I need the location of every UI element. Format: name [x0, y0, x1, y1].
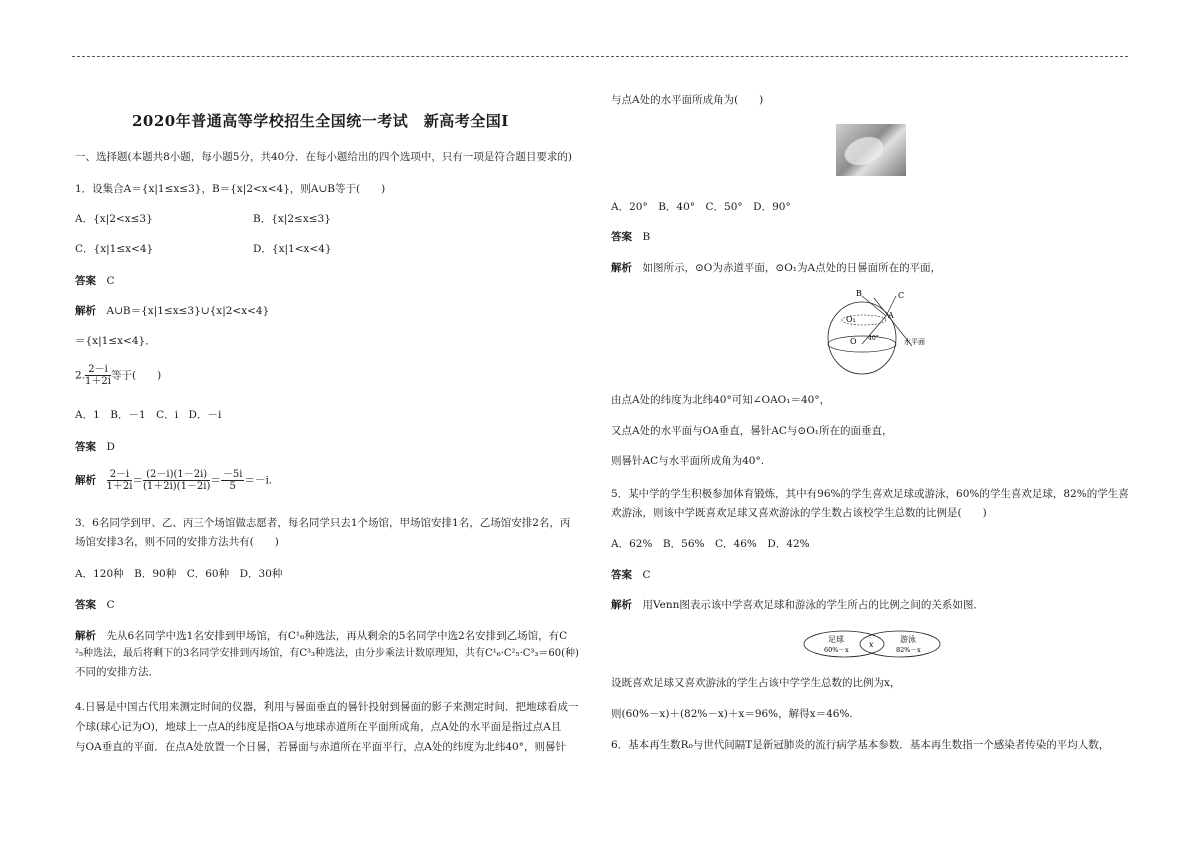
q3-analysis — [75, 629, 567, 643]
header-rule — [72, 56, 1128, 57]
answer-label: 答案 — [75, 441, 96, 453]
q5-analysis-line2: 设既喜欢足球又喜欢游泳的学生占该中学学生总数的比例为x， — [611, 677, 901, 689]
q2-analysis-frac1 — [107, 469, 133, 492]
analysis-label: 解析 — [611, 262, 632, 274]
q1-option-c: C．{x|1≤x<4} — [75, 243, 154, 255]
frac3-denominator: 5 — [229, 481, 236, 492]
frac1-denominator: 1＋2i — [106, 481, 133, 492]
q2-options: A．1 B．－1 C．i D．－i — [75, 409, 222, 421]
q4-analysis — [611, 261, 941, 275]
gnomon-line — [862, 296, 886, 316]
q5-stem-line1: 5．某中学的学生积极参加体育锻炼，其中有96%的学生喜欢足球或游泳，60%的学生喜欢足球，82%的学生喜 — [611, 488, 1129, 500]
answer-label: 答案 — [75, 275, 96, 287]
q4-analysis-line1: 如图所示，⊙O为赤道平面，⊙O₁为A点处的日晷面所在的平面， — [642, 262, 942, 274]
q3-answer-value: C — [106, 599, 115, 611]
q3-options: A．120种 B．90种 C．60种 D．30种 — [75, 568, 283, 580]
venn-diagram — [802, 628, 942, 660]
q1-answer-value: C — [106, 275, 115, 287]
analysis-label: 解析 — [75, 305, 96, 317]
q5-stem-line2: 欢游泳，则该中学既喜欢足球又喜欢游泳的学生数占该校学生总数的比例是( ) — [611, 507, 987, 519]
q2-fraction-denominator: 1＋2i — [85, 376, 111, 387]
venn-left-value: 60%－x — [824, 646, 849, 654]
label-a: A — [888, 311, 894, 320]
analysis-label: 解析 — [75, 630, 96, 642]
analysis-label: 解析 — [611, 599, 632, 611]
page-title: 2020年普通高等学校招生全国统一考试 新高考全国Ⅰ — [132, 112, 509, 130]
q2-answer — [75, 440, 115, 454]
label-o1: O₁ — [846, 315, 856, 324]
q2-fraction — [85, 364, 111, 387]
q4-analysis-line3: 又点A处的水平面与OA垂直，晷针AC与⊙O₁所在的面垂直， — [611, 425, 893, 437]
q2-answer-value: D — [106, 441, 115, 453]
q2-analysis-frac2 — [143, 469, 210, 492]
equals-sign: ＝ — [132, 474, 143, 487]
q4-stem-line1: 4.日晷是中国古代用来测定时间的仪器，利用与晷面垂直的晷针投射到晷面的影子来测定时间．把地球看成一 — [75, 701, 579, 713]
frac2-denominator: (1＋2i)(1－2i) — [142, 481, 211, 492]
label-horizontal-plane: 水平面 — [904, 338, 925, 346]
q1-answer — [75, 274, 115, 288]
label-b: B — [856, 289, 862, 298]
q6-stem-line1: 6．基本再生数R₀与世代间隔T是新冠肺炎的流行病学基本参数．基本再生数指一个感染者传染的平均人数， — [611, 739, 1110, 751]
q2-stem-end: 等于( ) — [110, 369, 162, 382]
frac3-numerator: －5i — [222, 469, 243, 480]
label-c: C — [898, 291, 905, 300]
q4-answer — [611, 230, 650, 244]
q1-analysis — [75, 304, 269, 318]
answer-label: 答案 — [611, 231, 632, 243]
equals-sign: ＝ — [210, 474, 221, 487]
q2-number: 2. — [75, 369, 86, 382]
venn-left-title: 足球 — [828, 635, 844, 644]
section-heading: 一、选择题(本题共8小题，每小题5分，共40分．在每小题给出的四个选项中，只有一项是符合题目要求的) — [75, 151, 572, 163]
q4-stem-line2: 个球(球心记为O)，地球上一点A的纬度是指OA与地球赤道所在平面所成角，点A处的水平面是指过点A且 — [75, 721, 562, 733]
frac2-numerator: (2－i)(1－2i) — [143, 469, 210, 481]
q2-fraction-numerator: 2－i — [85, 364, 111, 376]
q2-stem — [75, 364, 161, 387]
q4-analysis-line4: 则晷针AC与水平面所成角为40°. — [611, 455, 765, 467]
sphere-diagram — [812, 286, 942, 382]
q5-analysis — [611, 598, 984, 612]
analysis-label: 解析 — [75, 474, 96, 487]
label-o: O — [850, 337, 857, 346]
q5-options: A．62% B．56% C．46% D．42% — [611, 538, 810, 550]
q1-option-a: A．{x|2<x≤3} — [75, 213, 153, 225]
q1-analysis-line1: A∪B＝{x|1≤x≤3}∪{x|2<x<4} — [106, 305, 270, 317]
venn-intersection: x — [869, 640, 874, 649]
venn-right-title: 游泳 — [900, 635, 916, 644]
q3-analysis-line1: 先从6名同学中选1名安排到甲场馆，有C¹₆种选法，再从剩余的5名同学中选2名安排到乙场馆，有C — [106, 630, 568, 642]
q4-stem-line4: 与点A处的水平面所成角为( ) — [611, 94, 764, 106]
q2-analysis-frac3 — [221, 469, 245, 492]
q5-answer — [611, 568, 651, 582]
q2-analysis — [75, 469, 272, 492]
q5-analysis-line3: 则(60%－x)＋(82%－x)＋x＝96%，解得x＝46%. — [611, 708, 853, 720]
q5-answer-value: C — [642, 569, 651, 581]
q3-stem-line1: 3．6名同学到甲、乙、丙三个场馆做志愿者，每名同学只去1个场馆，甲场馆安排1名，乙场馆安排2名，丙 — [75, 517, 571, 529]
frac1-numerator: 2－i — [107, 469, 133, 481]
q2-analysis-tail: ＝－i. — [244, 474, 273, 487]
venn-right-value: 82%－x — [896, 646, 921, 654]
sundial-photo — [836, 124, 906, 176]
q1-analysis-line2: ＝{x|1≤x<4}． — [75, 335, 156, 347]
q1-option-b: B．{x|2≤x≤3} — [253, 213, 331, 225]
q3-answer — [75, 598, 115, 612]
q4-answer-value: B — [642, 231, 651, 243]
q1-stem: 1．设集合A＝{x|1≤x≤3}，B＝{x|2<x<4}，则A∪B等于( ) — [75, 183, 386, 195]
q3-stem-line2: 场馆安排3名，则不同的安排方法共有( ) — [75, 536, 279, 548]
q3-analysis-line2: ²₅种选法，最后将剩下的3名同学安排到丙场馆，有C³₃种选法，由分步乘法计数原理知，共有C¹₆·C²₅·C³₃＝60(种) — [75, 648, 579, 659]
q3-analysis-line3: 不同的安排方法． — [75, 666, 159, 678]
q1-option-d: D．{x|1<x<4} — [253, 243, 332, 255]
q4-stem-line3: 与OA垂直的平面．在点A处放置一个日晷，若晷面与赤道所在平面平行，点A处的纬度为北纬40°，则晷针 — [75, 741, 566, 753]
q4-analysis-line2: 由点A处的纬度为北纬40°可知∠OAO₁＝40°， — [611, 394, 831, 406]
answer-label: 答案 — [75, 599, 96, 611]
answer-label: 答案 — [611, 569, 632, 581]
q5-analysis-line1: 用Venn图表示该中学喜欢足球和游泳的学生所占的比例之间的关系如图． — [642, 599, 984, 611]
label-angle: 40° — [868, 335, 879, 342]
q4-options: A．20° B．40° C．50° D．90° — [611, 201, 791, 213]
